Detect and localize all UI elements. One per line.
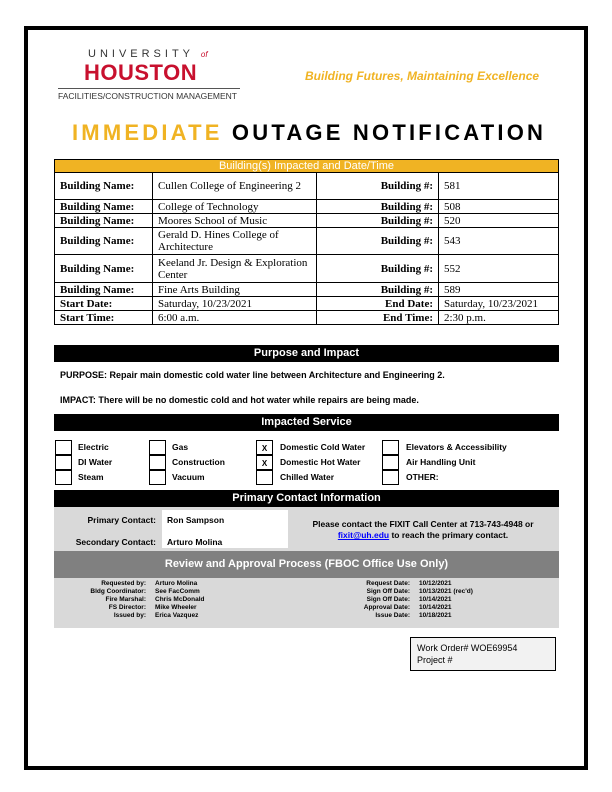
- checkbox-air-handling[interactable]: [382, 455, 399, 470]
- checkbox-label: Chilled Water: [280, 472, 334, 482]
- checkbox-construction[interactable]: [149, 455, 166, 470]
- checkbox-di-water[interactable]: [55, 455, 72, 470]
- review-value: 10/12/2021: [419, 580, 452, 587]
- review-label: Fire Marshal:: [105, 596, 146, 603]
- end-time: 2:30 p.m.: [439, 311, 559, 325]
- review-label: Sign Off Date:: [366, 588, 410, 595]
- review-value: Chris McDonald: [155, 596, 205, 603]
- end-date: Saturday, 10/23/2021: [439, 297, 559, 311]
- building-name: Cullen College of Engineering 2: [153, 173, 317, 200]
- checkbox-label: Domestic Cold Water: [280, 442, 366, 452]
- checkbox-label: Vacuum: [172, 472, 205, 482]
- checkbox-chilled-water[interactable]: [256, 470, 273, 485]
- primary-contact-label: Primary Contact:: [87, 515, 156, 525]
- services-section-title: Impacted Service: [54, 414, 559, 431]
- project-number: Project #: [417, 655, 453, 665]
- building-number: 589: [439, 283, 559, 297]
- building-number: 543: [439, 228, 559, 255]
- call-center-text: Please contact the FIXIT Call Center at 713-743-4948 or fixit@uh.edu to reach the primary contact.: [312, 519, 534, 540]
- purpose-text: PURPOSE: Repair main domestic cold water line between Architecture and Engineering 2.: [60, 370, 445, 380]
- primary-contact-value: Ron Sampson: [167, 515, 225, 525]
- work-order-box: [410, 637, 556, 671]
- checkbox-label: Domestic Hot Water: [280, 457, 361, 467]
- checkbox-electric[interactable]: [55, 440, 72, 455]
- review-value: 10/14/2021: [419, 604, 452, 611]
- building-name: Moores School of Music: [153, 214, 317, 228]
- contact-section-title: Primary Contact Information: [54, 490, 559, 507]
- review-section-title: Review and Approval Process (FBOC Office Use Only): [54, 551, 559, 578]
- start-date: Saturday, 10/23/2021: [153, 297, 317, 311]
- review-label: Approval Date:: [363, 604, 410, 611]
- university-wordmark: UNIVERSITY of: [88, 48, 208, 60]
- building-number: 520: [439, 214, 559, 228]
- checkbox-elevators[interactable]: [382, 440, 399, 455]
- building-name: Fine Arts Building: [153, 283, 317, 297]
- review-value: 10/14/2021: [419, 596, 452, 603]
- review-value: 10/18/2021: [419, 612, 452, 619]
- building-name: Gerald D. Hines College of Architecture: [153, 228, 317, 255]
- page-title: IMMEDIATE OUTAGE NOTIFICATION: [72, 120, 547, 145]
- review-label: Bldg Coordinator:: [90, 588, 146, 595]
- building-number: 508: [439, 200, 559, 214]
- review-label: Request Date:: [366, 580, 410, 587]
- start-time: 6:00 a.m.: [153, 311, 317, 325]
- secondary-contact-value: Arturo Molina: [167, 537, 223, 547]
- checkbox-domestic-hot-water[interactable]: X: [256, 455, 273, 470]
- buildings-section-title: Building(s) Impacted and Date/Time: [55, 160, 559, 173]
- checkbox-label: Construction: [172, 457, 225, 467]
- checkbox-other[interactable]: [382, 470, 399, 485]
- review-value: Arturo Molina: [155, 580, 198, 587]
- houston-logo: HOUSTON: [84, 60, 198, 85]
- impact-text: IMPACT: There will be no domestic cold and hot water while repairs are being made.: [60, 395, 419, 405]
- fixit-email-link[interactable]: fixit@uh.edu: [337, 530, 390, 540]
- review-value: 10/13/2021 (rec'd): [419, 588, 473, 595]
- building-number: 581: [439, 173, 559, 200]
- buildings-table: Building(s) Impacted and Date/Time Building Name: Cullen College of Engineering 2 Building #: 581 Building Name: College of Technology Building #: 508 Building Name: Moores School of Music Building #: 520 Building Name: Gerald D. Hines College of Architecture Building #: 543 Building Name: Keeland Jr. Design & Exploration Center Building #: 552 Building Name: Fine Arts Building Building #: 589 Start Date: Saturday, 10/23/2021 End Date: Saturday, 10/23/2021 Start Time: 6:00 a.m. End Time: 2:30 p.m.: [54, 159, 559, 325]
- review-value: See FacComm: [155, 588, 200, 595]
- building-name: Keeland Jr. Design & Exploration Center: [153, 255, 317, 283]
- review-label: FS Director:: [108, 604, 146, 611]
- checkbox-label: Electric: [78, 442, 109, 452]
- review-value: Mike Wheeler: [155, 604, 197, 611]
- checkbox-domestic-cold-water[interactable]: X: [256, 440, 273, 455]
- checkbox-label: Elevators & Accessibility: [406, 442, 507, 452]
- purpose-section-title: Purpose and Impact: [54, 345, 559, 362]
- slogan: Building Futures, Maintaining Excellence: [305, 69, 540, 83]
- checkbox-label: Air Handling Unit: [406, 457, 476, 467]
- review-label: Issue Date:: [375, 612, 410, 619]
- checkbox-steam[interactable]: [55, 470, 72, 485]
- checkbox-label: Steam: [78, 472, 104, 482]
- department-name: FACILITIES/CONSTRUCTION MANAGEMENT: [58, 88, 240, 101]
- checkbox-label: DI Water: [78, 457, 113, 467]
- work-order-number: Work Order# WOE69954: [417, 643, 518, 653]
- secondary-contact-label: Secondary Contact:: [75, 537, 156, 547]
- checkbox-label: Gas: [172, 442, 189, 452]
- checkbox-label: OTHER:: [406, 472, 439, 482]
- review-value: Erica Vazquez: [155, 612, 199, 619]
- review-label: Requested by:: [101, 580, 146, 587]
- building-number: 552: [439, 255, 559, 283]
- checkbox-vacuum[interactable]: [149, 470, 166, 485]
- review-label: Sign Off Date:: [366, 596, 410, 603]
- review-label: Issued by:: [113, 612, 146, 619]
- checkbox-gas[interactable]: [149, 440, 166, 455]
- building-name: College of Technology: [153, 200, 317, 214]
